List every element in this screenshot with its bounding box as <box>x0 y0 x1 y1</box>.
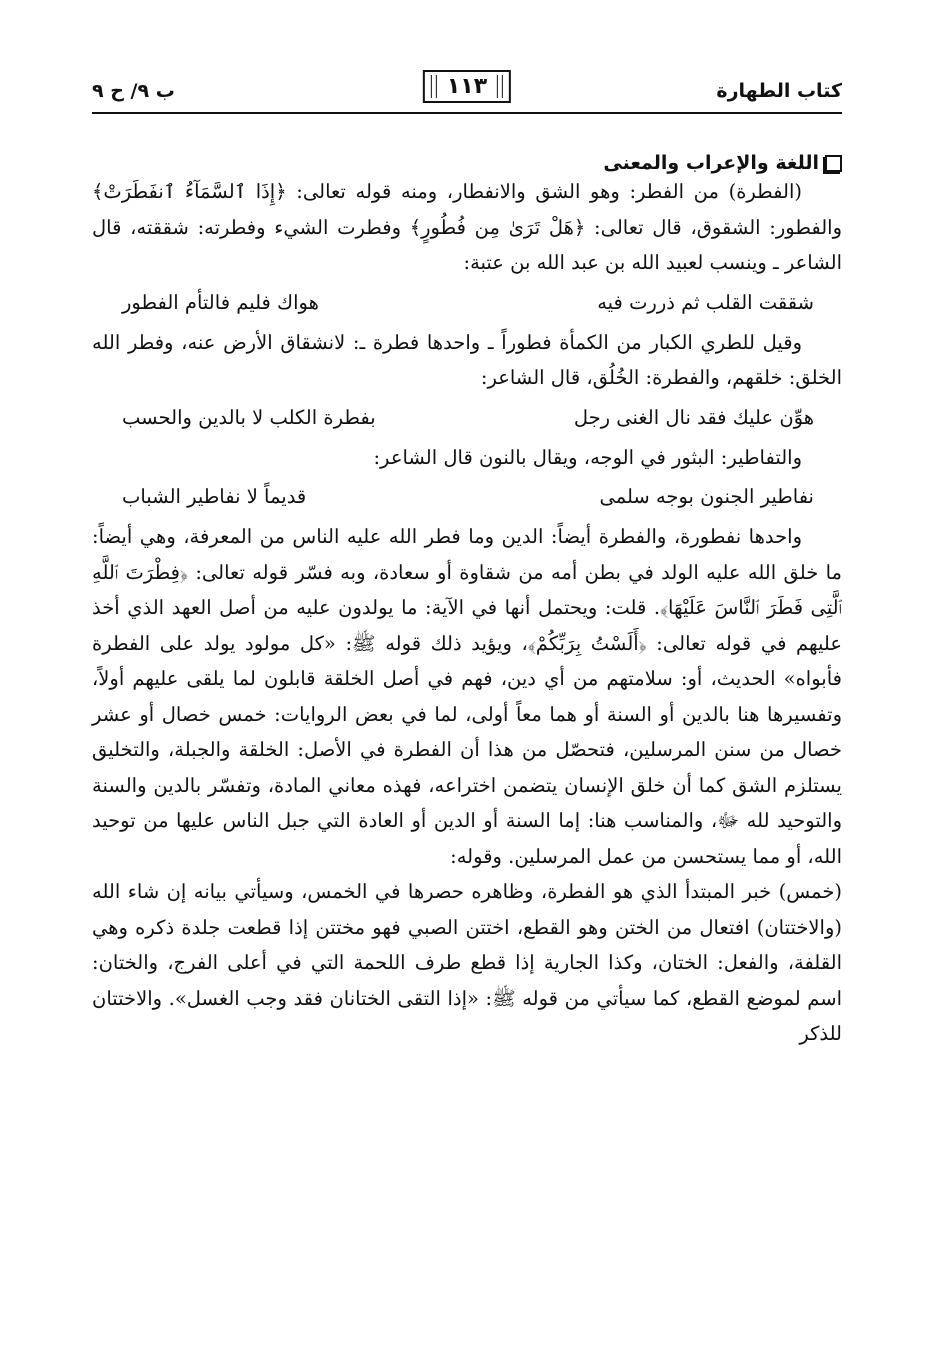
paragraph: واحدها نفطورة، والفطرة أيضاً: الدين وما فطر الله عليه الناس من المعرفة، وهي أيضاً: ما خلق الله عليه الولد في بطن أمه من شقاوة أو سعادة، وبه فسّر قوله تعالى: ﴿فِطْرَتَ ٱللَّهِ ٱلَّتِى فَطَرَ ٱلنَّاسَ عَلَيْهَا﴾. قلت: ويحتمل أنها في الآية: ما يولدون عليه من أصل العهد الذي أخذ عليهم في قوله تعالى: ﴿أَلَسْتُ بِرَبِّكُمْ﴾، ويؤيد ذلك قوله ﷺ: «كل مولود يولد على الفطرة فأبواه» الحديث، أو: سلامتهم من أي دين، فهم في أصل الخلقة قابلون لما يلقى عليهم أولاً، وتفسيرها هنا بالدين أو السنة أو هما معاً أولى، لما في بعض الروايات: خمس خصال أو عشر خصال من سنن المرسلين، فتحصّل من هذا أن الفطرة في الأصل: الخلقة والجبلة، والتخليق يستلزم الشق كما أن خلق الإنسان يتضمن اختراعه، فهذه معاني المادة، وتفسّر بالدين والسنة والتوحيد لله ﷻ، والمناسب هنا: إما السنة أو الدين أو العادة التي جبل الناس عليها من توحيد الله، أو مما يستحسن من عمل المرسلين. وقوله: <box>92 525 842 868</box>
verse-first-hemistich: هوِّن عليك فقد نال الغنى رجل <box>573 405 814 429</box>
paragraph: وقيل للطري الكبار من الكمأة فطوراً ـ واحدها فطرة ـ: لانشقاق الأرض عنه، وفطر الله الخلق: خلقهم، والفطرة: الخُلُق، قال الشاعر: <box>92 330 842 389</box>
verse-first-hemistich: شققت القلب ثم ذررت فيه <box>597 290 814 314</box>
paragraph: (الفطرة) من الفطر: وهو الشق والانفطار، ومنه قوله تعالى: ﴿إِذَا ٱلسَّمَآءُ ٱنفَطَرَتْ﴾ والفطور: الشقوق، قال تعالى: ﴿هَلْ تَرَىٰ مِن فُطُورٍ﴾ وفطرت الشيء وفطرته: شققته، قال الشاعر ـ وينسب لعبيد الله بن عبد الله بن عتبة: <box>92 180 842 274</box>
verse-second-hemistich: بفطرة الكلب لا بالدين والحسب <box>122 405 376 429</box>
book-title: كتاب الطهارة <box>716 80 842 102</box>
body-text <box>92 174 842 1052</box>
page-header <box>92 66 842 114</box>
square-bullet-icon <box>825 155 842 172</box>
poetry-verse <box>92 475 842 519</box>
verse-first-hemistich: نفاطير الجنون بوجه سلمى <box>599 485 814 508</box>
page-number: ١١٣ <box>423 70 511 103</box>
verse-second-hemistich: هواك فليم فالتأم الفطور <box>122 290 319 314</box>
paragraph: والتفاطير: البثور في الوجه، ويقال بالنون قال الشاعر: <box>373 445 802 469</box>
section-heading <box>92 152 842 174</box>
verse-second-hemistich: قديماً لا نفاطير الشباب <box>122 485 307 508</box>
section-title: اللغة والإعراب والمعنى <box>603 152 819 174</box>
poetry-verse <box>92 396 842 440</box>
page <box>92 66 842 1052</box>
poetry-verse <box>92 281 842 325</box>
chapter-reference: ب ٩/ ح ٩ <box>92 80 175 102</box>
paragraph: (خمس) خبر المبتدأ الذي هو الفطرة، وظاهره حصرها في الخمس، وسيأتي بيانه إن شاء الله (والاختتان) افتعال من الختن وهو القطع، اختتن الصبي فهو مختتن إذا قطعت جلدة ذكره وهي القلفة، والفعل: الختان، وكذا الجارية إذا قطع طرف اللحمة التي في أعلى الفرج، والختان: اسم لموضع القطع، كما سيأتي من قوله ﷺ: «إذا التقى الختانان فقد وجب الغسل». والاختتان للذكر <box>92 880 842 1045</box>
